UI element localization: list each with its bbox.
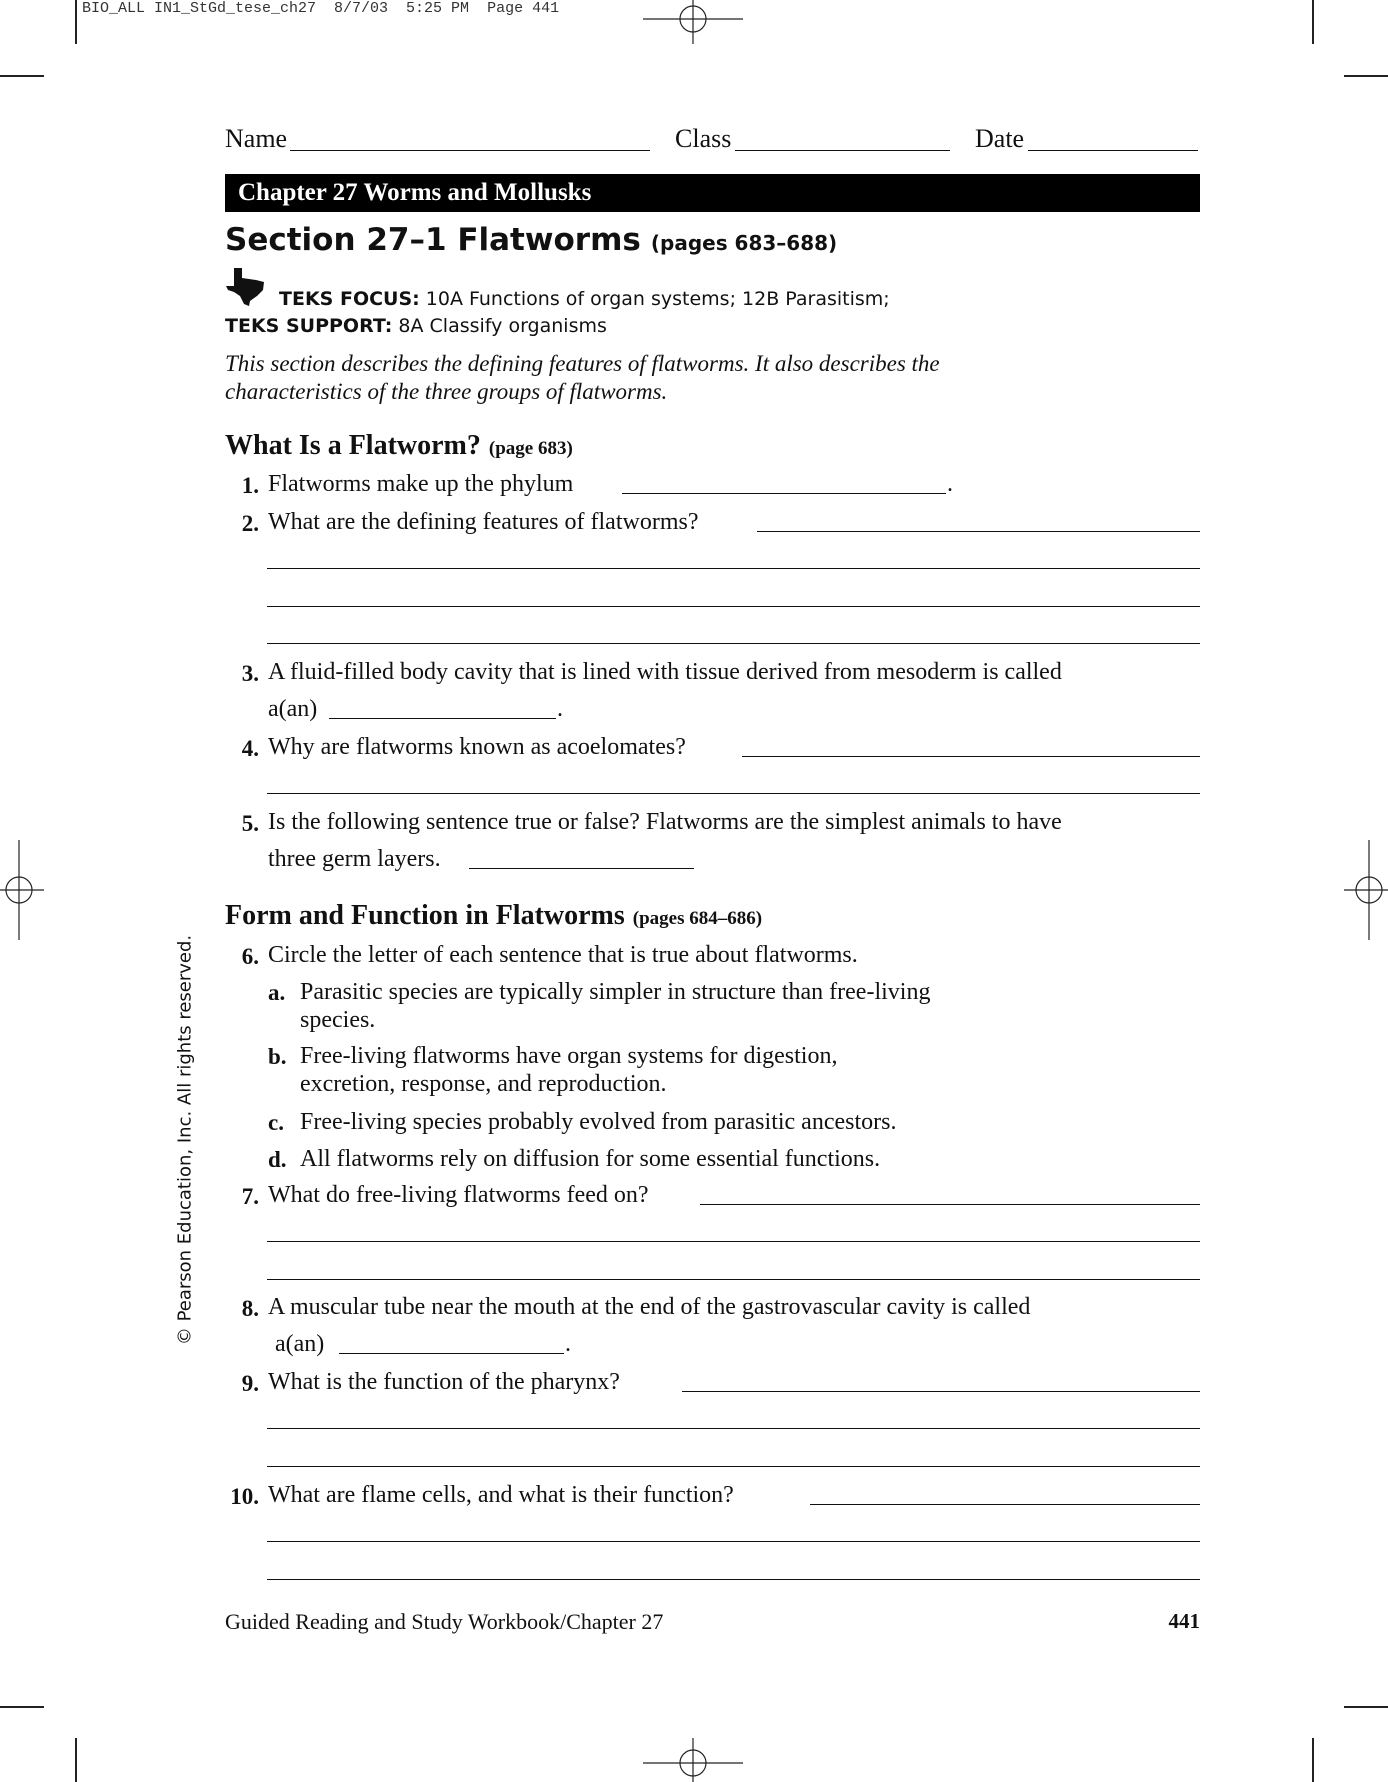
answer-line[interactable] [267,1428,1200,1429]
registration-mark-icon [0,840,44,940]
answer-line[interactable] [267,643,1200,644]
crop-mark [1312,0,1314,44]
question-number: 6. [241,944,259,969]
crop-mark [1312,1738,1314,1782]
crop-mark [0,1706,44,1708]
option-text-c: Free-living species probably evolved from parasitic ancestors. [300,1109,897,1135]
copyright-notice: © Pearson Education, Inc. All rights reserved. [174,934,196,1346]
answer-line[interactable] [810,1504,1200,1505]
class-field[interactable] [735,150,950,151]
question-text: What do free-living flatworms feed on? [268,1182,649,1208]
answer-line[interactable] [682,1391,1200,1392]
teks-support [225,315,607,337]
option-letter-c[interactable]: c. [268,1110,284,1135]
subsection-heading-text: What Is a Flatworm? [225,430,481,461]
option-letter-a[interactable]: a. [268,980,286,1005]
question-number: 9. [241,1371,259,1396]
question-number: 4. [241,736,259,761]
answer-blank[interactable] [469,868,694,869]
crop-mark [75,1738,77,1782]
question-text: A fluid-filled body cavity that is lined with tissue derived from mesoderm is called [268,659,1062,685]
date-label: Date [975,124,1025,153]
question-text-continued: a(an) [268,696,318,722]
answer-line[interactable] [267,1541,1200,1542]
name-field[interactable] [290,150,650,151]
subsection-heading [225,900,762,932]
page-number: 441 [1168,1609,1200,1633]
section-title [225,222,837,258]
date-field[interactable] [1028,150,1198,151]
subsection-heading-text: Form and Function in Flatworms [225,900,625,931]
answer-line[interactable] [700,1204,1200,1205]
answer-line[interactable] [267,1279,1200,1280]
section-intro: This section describes the defining features of flatworms. It also describes the characteristics of the three groups of flatworms. [225,351,940,404]
question-number: 1. [241,473,259,498]
name-label: Name [225,124,288,153]
registration-mark-icon [643,1738,743,1782]
teks-support-text: 8A Classify organisms [392,315,607,337]
question-text-continued: three germ layers. [268,846,441,872]
teks-support-label: TEKS SUPPORT: [225,315,393,337]
question-text: Circle the letter of each sentence that is true about flatworms. [268,942,858,968]
question-number: 8. [241,1296,259,1321]
punctuation: . [565,1331,571,1357]
punctuation: . [947,471,953,497]
question-number: 10. [230,1484,259,1509]
crop-mark [1344,1706,1388,1708]
subsection-pages: (pages 684–686) [632,908,763,929]
teks-focus-text: 10A Functions of organ systems; 12B Parasitism; [419,288,890,310]
registration-mark-icon [1344,840,1388,940]
question-number: 7. [241,1184,259,1209]
answer-blank[interactable] [329,718,556,719]
question-text: What are flame cells, and what is their function? [268,1482,734,1508]
question-text: What is the function of the pharynx? [268,1369,620,1395]
footer-book-title: Guided Reading and Study Workbook/Chapter 27 [225,1609,664,1634]
answer-line[interactable] [757,531,1200,532]
answer-blank[interactable] [339,1353,564,1354]
registration-mark-icon [643,0,743,44]
answer-line[interactable] [267,793,1200,794]
answer-line[interactable] [742,756,1200,757]
class-label: Class [675,124,732,153]
section-title-text: Section 27–1 Flatworms [225,222,641,258]
crop-mark [1344,75,1388,77]
printer-slug: BIO_ALL IN1_StGd_tese_ch27 8/7/03 5:25 PM Page 441 [82,0,560,17]
question-text: Flatworms make up the phylum [268,471,574,497]
option-text-a: Parasitic species are typically simpler in structure than free-living species. [300,979,931,1033]
answer-line[interactable] [267,1579,1200,1580]
question-number: 3. [241,661,259,686]
option-text-b: Free-living flatworms have organ systems for digestion, excretion, response, and reproduction. [300,1043,838,1097]
question-text: Is the following sentence true or false? Flatworms are the simplest animals to have [268,809,1062,835]
subsection-pages: (page 683) [488,438,573,459]
crop-mark [0,75,44,77]
question-number: 2. [241,511,259,536]
option-text-d: All flatworms rely on diffusion for some essential functions. [300,1146,881,1172]
option-letter-d[interactable]: d. [268,1147,287,1172]
question-text: Why are flatworms known as acoelomates? [268,734,686,760]
teks-focus [279,288,890,310]
chapter-banner: Chapter 27 Worms and Mollusks [225,174,1200,212]
answer-line[interactable] [267,606,1200,607]
answer-line[interactable] [267,1241,1200,1242]
answer-line[interactable] [267,568,1200,569]
crop-mark [75,0,77,44]
answer-blank[interactable] [622,493,946,494]
teks-focus-label: TEKS FOCUS: [279,288,420,310]
texas-icon [226,268,266,306]
question-text: What are the defining features of flatworms? [268,509,699,535]
subsection-heading [225,430,573,462]
section-pages: (pages 683–688) [650,231,838,255]
option-letter-b[interactable]: b. [268,1044,287,1069]
question-number: 5. [241,811,259,836]
question-text: A muscular tube near the mouth at the end of the gastrovascular cavity is called [268,1294,1031,1320]
punctuation: . [557,696,563,722]
answer-line[interactable] [267,1466,1200,1467]
question-text-continued: a(an) [275,1331,325,1357]
